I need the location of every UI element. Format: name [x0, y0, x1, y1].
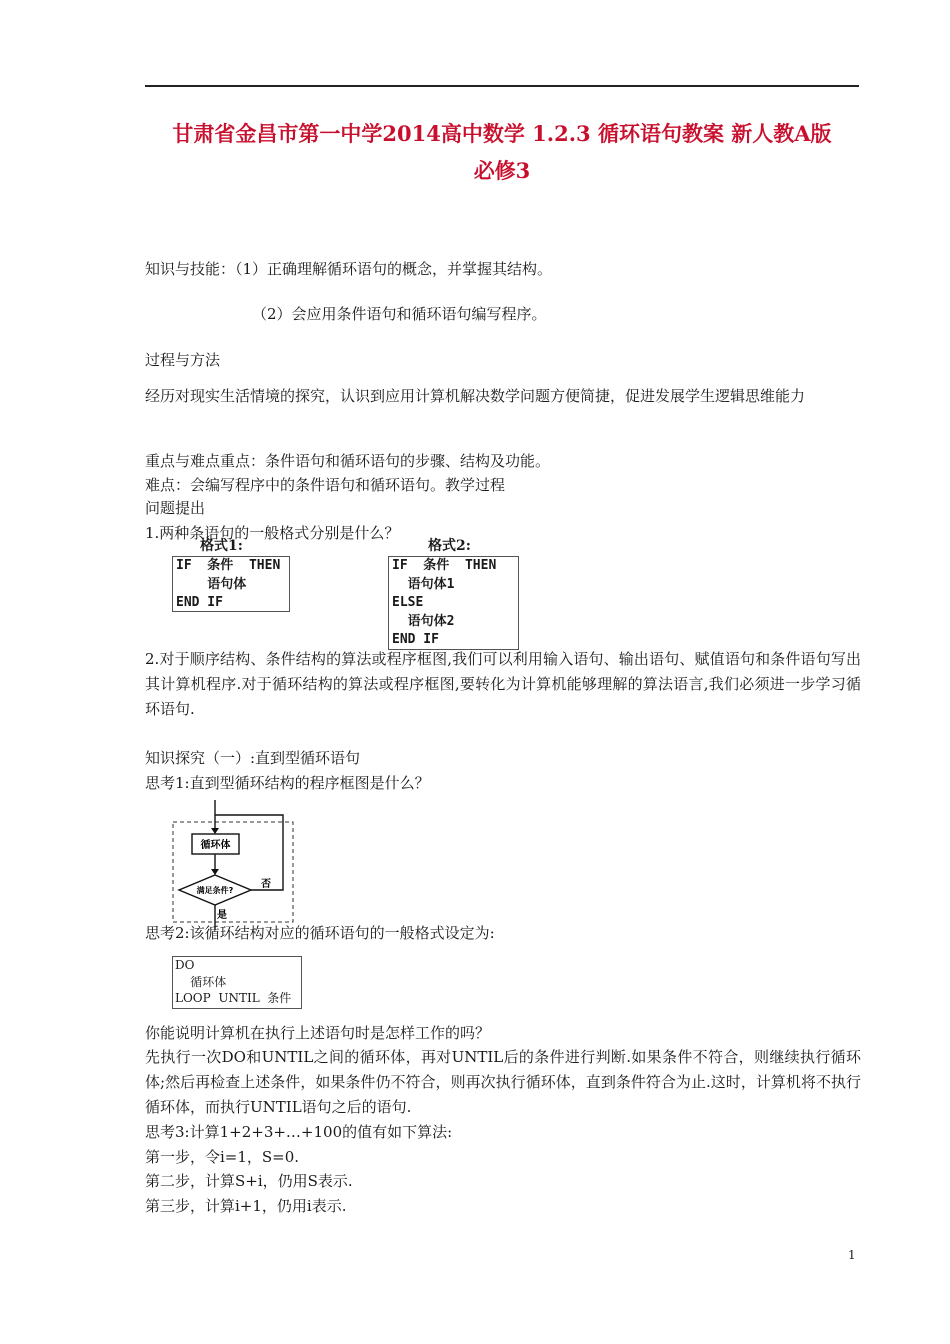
format2-line: 语句体2: [392, 613, 455, 629]
format1-label: 格式1:: [200, 538, 243, 554]
format2-line: 语句体1: [392, 576, 455, 592]
question-heading: 问题提出: [145, 499, 206, 517]
format2-box: [388, 556, 519, 650]
format1-line: 语句体: [176, 576, 247, 592]
flowchart-mid-arrow: [211, 869, 219, 875]
format2-label: 格式2:: [428, 538, 471, 554]
do-loop-line: 循环体: [175, 974, 227, 989]
step-3: 第三步，计算i+1，仍用i表示.: [145, 1197, 347, 1215]
document-title-line2: 必修3: [473, 158, 531, 183]
think-1: 思考1:直到型循环结构的程序框图是什么？: [145, 774, 430, 792]
flowchart-entry-arrow: [211, 828, 219, 834]
explore-heading: 知识探究（一）:直到型循环语句: [145, 749, 361, 767]
flowchart-yes-label: 是: [217, 910, 227, 921]
skill-objective-2: （2）会应用条件语句和循环语句编写程序。: [252, 305, 547, 323]
format2-line: ELSE: [392, 595, 424, 610]
format2-line: END IF: [392, 632, 439, 647]
process-heading: 过程与方法: [145, 351, 221, 369]
format1-box: [172, 556, 290, 612]
explain-body: 先执行一次DO和UNTIL之间的循环体，再对UNTIL后的条件进行判断.如果条件不符合，则继续执行循环体;然后再检查上述条件，如果条件仍不符合，则再次执行循环体，直到条件符合为止.这时，计算机将不执行循环体，而执行UNTIL语句之后的语句.: [145, 1048, 861, 1116]
question-2: 2.对于顺序结构、条件结构的算法或程序框图,我们可以利用输入语句、输出语句、赋值语句和条件语句写出其计算机程序.对于循环结构的算法或程序框图,要转化为计算机能够理解的算法语言,我们必须进一步学习循环语句.: [145, 650, 861, 718]
do-loop-box: [172, 956, 302, 1009]
do-loop-line: DO: [175, 958, 195, 972]
format1-line: IF 条件 THEN: [176, 558, 281, 573]
format1-line: END IF: [176, 595, 223, 610]
key-points: 重点与难点重点：条件语句和循环语句的步骤、结构及功能。: [145, 452, 551, 470]
page-number: 1: [848, 1248, 856, 1262]
difficulty: 难点：会编写程序中的条件语句和循环语句。教学过程: [145, 476, 506, 494]
ask-explain: 你能说明计算机在执行上述语句时是怎样工作的吗？: [145, 1024, 491, 1042]
until-loop-flowchart: [165, 800, 305, 930]
header-rule: [145, 85, 859, 87]
do-loop-line: LOOP UNTIL 条件: [175, 991, 292, 1005]
think-2: 思考2:该循环结构对应的循环语句的一般格式设定为:: [145, 924, 495, 942]
step-2: 第二步，计算S+i，仍用S表示.: [145, 1172, 353, 1190]
flowchart-no-label: 否: [261, 879, 271, 890]
format2-line: IF 条件 THEN: [392, 558, 497, 573]
step-1: 第一步，令i=1，S=0.: [145, 1148, 300, 1166]
question-1: 1.两种条语句的一般格式分别是什么？: [145, 524, 400, 542]
process-body: 经历对现实生活情境的探究，认识到应用计算机解决数学问题方便简捷，促进发展学生逻辑思维能力: [145, 387, 806, 405]
skill-objective-1: 知识与技能：（1）正确理解循环语句的概念，并掌握其结构。: [145, 260, 553, 278]
flowchart-condition-label: 满足条件?: [196, 886, 234, 895]
think-3: 思考3:计算1+2+3+…+100的值有如下算法:: [145, 1123, 453, 1141]
document-title-line1: 甘肃省金昌市第一中学2014高中数学 1.2.3 循环语句教案 新人教A版: [172, 121, 832, 146]
flowchart-loop-body-label: 循环体: [200, 840, 231, 851]
